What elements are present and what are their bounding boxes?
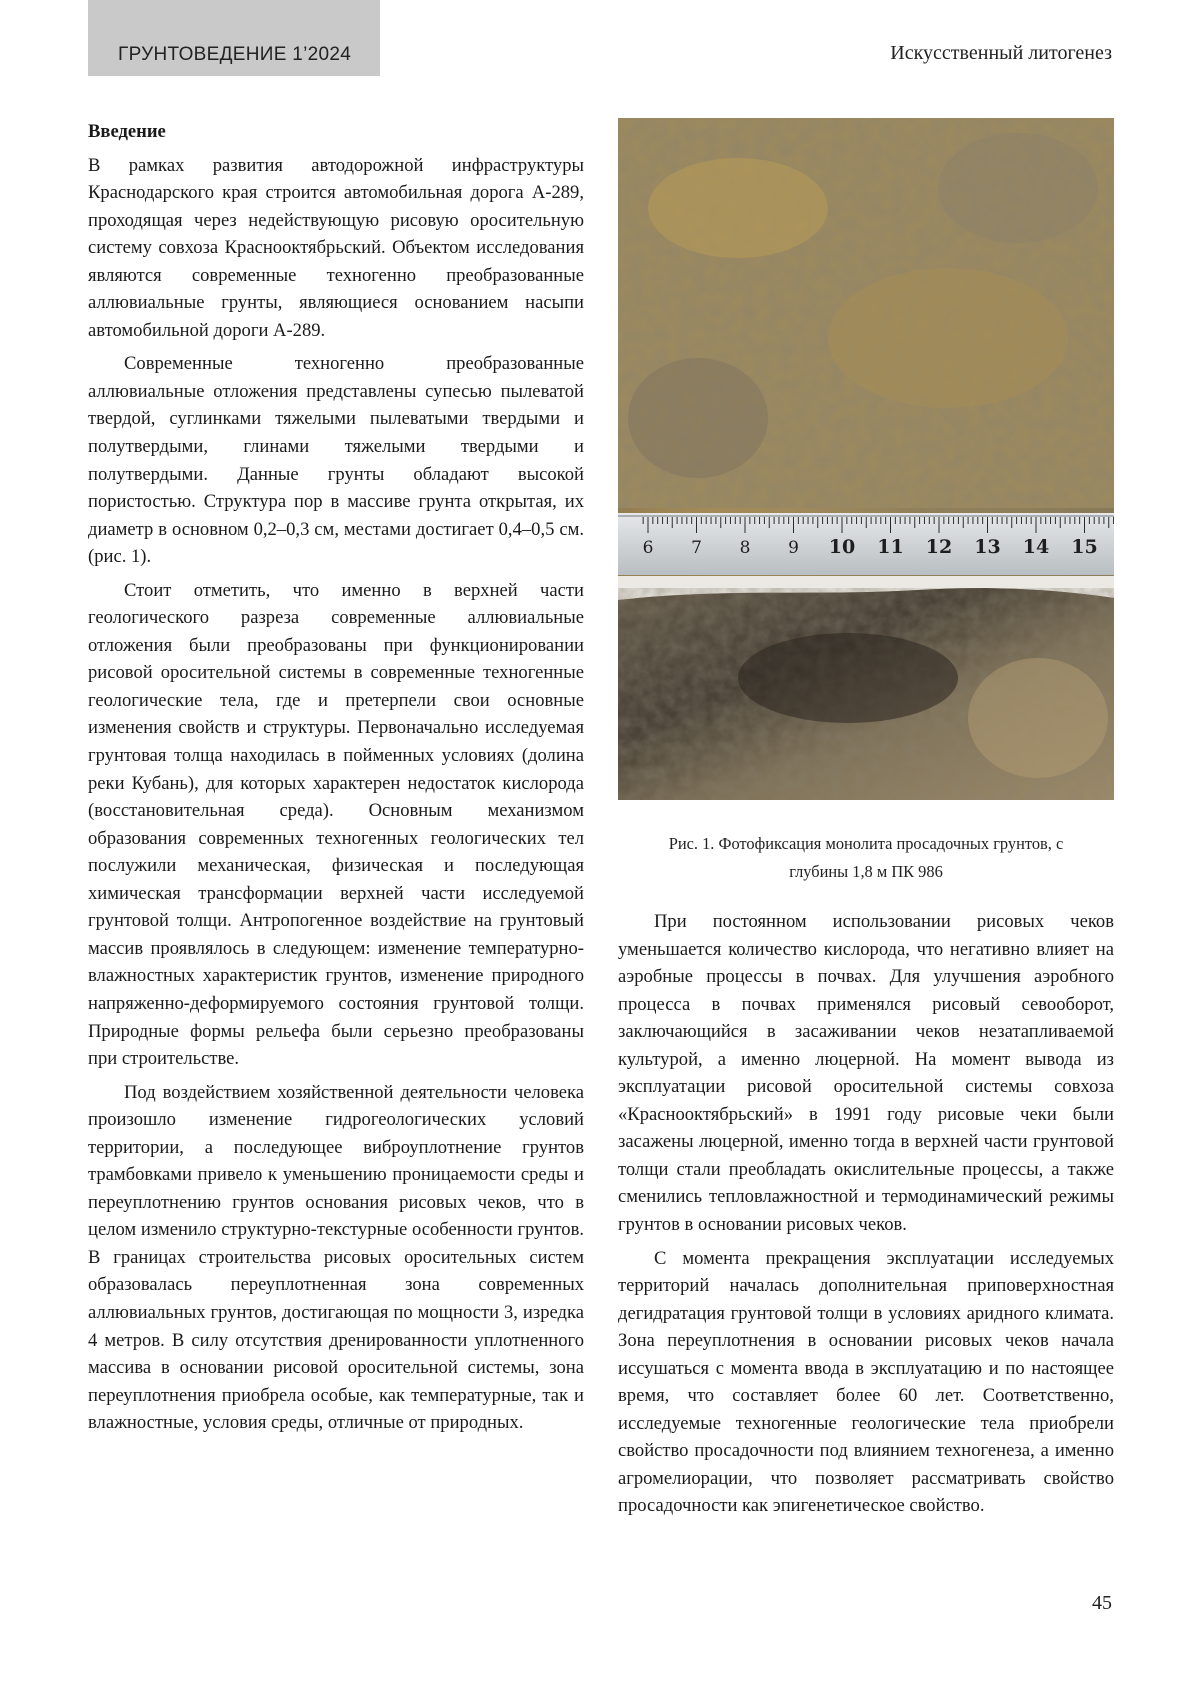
page-number: 45 xyxy=(1092,1592,1112,1614)
ruler-number: 11 xyxy=(877,536,904,558)
right-text-column xyxy=(618,908,1114,1526)
photo-illustration xyxy=(618,118,1114,800)
paragraph-3: Стоит отметить, что именно в верхней части геологического разреза современные аллювиальные отложения были преобразованы при функционировании рисовой оросительной системы в современные техногенные геологические тела, где и претерпели свои основные изменения свойств и структуры. Первоначально исследуемая грунтовая толща находилась в пойменных условиях (долина реки Кубань), для которых характерен недостаток кислорода (восстановительная среда). Основным механизмом образования современных техногенных геологических тел послужили механическая, физическая и последующая химическая трансформации верхней части исследуемой грунтовой толщи. Антропогенное воздействие на грунтовый массив проявлялось в следующем: изменение температурно-влажностных характеристик грунтов, изменение природного напряженно-деформируемого состояния грунтовой толщи. Природные формы рельефа были серьезно преобразованы при строительстве. xyxy=(88,579,584,1070)
ruler-number: 9 xyxy=(788,538,799,558)
soil-monolith-photo xyxy=(618,118,1114,800)
ruler-number: 7 xyxy=(691,538,702,558)
ruler-number: 6 xyxy=(642,538,654,558)
paragraph-5: При постоянном использовании рисовых чеков уменьшается количество кислорода, что негативно влияет на аэробные процессы в почвах. Для улучшения аэробного процесса в почвах применялся рисовый севооборот, заключающийся в засаживании чеков незатапливаемой культурой, а именно люцерной. На момент вывода из эксплуатации рисовой оросительной системы совхоза «Краснооктябрьский» в 1991 году рисовые чеки были засажены люцерной, именно тогда в верхней части грунтовой толщи стали преобладать окислительные процессы, а также сменились тепловлажностной и термодинамический режимы грунтов в основании рисовых чеков. xyxy=(618,911,1114,1236)
paragraph-4: Под воздействием хозяйственной деятельности человека произошло изменение гидрогеологических условий территории, а последующее виброуплотнение грунтов трамбовками привело к уменьшению проницаемости среды и переуплотнению грунтов основания рисовых чеков, что в целом изменило структурно-текстурные особенности грунтов. В границах строительства рисовых оросительных систем образовалась переуплотненная зона современных аллювиальных грунтов, достигающая по мощности 3, изредка 4 метров. В силу отсутствия дренированности уплотненного массива в основании рисовой оросительной системы, зона переуплотнения приобрела особые, как температурные, так и влажностные, условия среды, отличные от природных. xyxy=(88,1081,584,1434)
ruler-number: 8 xyxy=(739,538,751,558)
ochre-patch xyxy=(828,268,1068,408)
section-heading-introduction: Введение xyxy=(88,121,166,142)
journal-name: ГРУНТОВЕДЕНИЕ 1’2024 xyxy=(118,44,352,65)
figure-caption-line-2: глубины 1,8 м ПК 986 xyxy=(789,862,943,881)
ruler-number: 14 xyxy=(1022,536,1050,558)
paragraph-1: В рамках развития автодорожной инфраструктуры Краснодарского края строится автомобильная дорога А-289, проходящая через недействующую рисовую оросительную систему совхоза Краснооктябрьский. Объектом исследования являются современные техногенно преобразованные аллювиальные грунты, являющиеся основанием насыпи автомобильной дороги А-289. xyxy=(88,154,584,341)
ruler-number: 15 xyxy=(1071,536,1098,558)
grey-patch xyxy=(628,358,768,478)
paragraph-6: С момента прекращения эксплуатации исследуемых территорий началась дополнительная приповерхностная дегидратация грунтовой толщи в условиях аридного климата. Зона переуплотнения в основании рисовых чеков начала иссушаться с момента ввода в эксплуатацию и по настоящее время, что составляет более 60 лет. Соответственно, исследуемые техногенные геологические тела приобрели свойство просадочности под влиянием техногенеза, а именно агромелиорации, что позволяет рассматривать свойство просадочности как эпигенетическое свойство. xyxy=(618,1247,1114,1517)
grey-patch xyxy=(938,133,1098,243)
ochre-patch xyxy=(648,158,828,258)
ruler-number: 10 xyxy=(828,536,856,558)
ruler-number: 13 xyxy=(974,536,1001,558)
paragraph-2: Современные техногенно преобразованные аллювиальные отложения представлены супесью пылеватой твердой, суглинками тяжелыми пылеватыми твердыми и полутвердыми, глинами тяжелыми твердыми и полутвердыми. Данные грунты обладают высокой пористостью. Структура пор в массиве грунта открытая, их диаметр в основном 0,2–0,3 см, местами достигает 0,4–0,5 см. (рис. 1). xyxy=(88,353,584,568)
journal-name-tab xyxy=(88,0,380,76)
section-running-title: Искусственный литогенез xyxy=(890,42,1112,64)
dark-zone xyxy=(738,633,958,723)
left-text-column xyxy=(88,118,584,1443)
figure-caption xyxy=(618,830,1114,886)
ruler-number: 12 xyxy=(925,536,953,558)
figure-caption-line-1: Рис. 1. Фотофиксация монолита просадочных грунтов, с xyxy=(668,834,1064,853)
